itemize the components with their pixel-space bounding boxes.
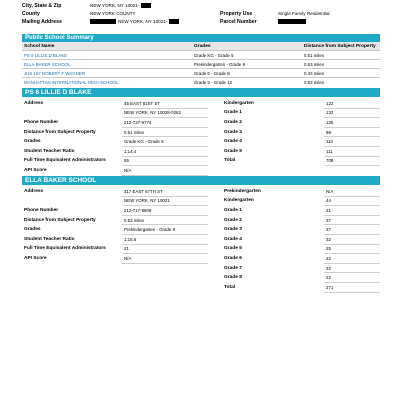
- header-county-value: NEW YORK COUNTY: [90, 11, 136, 16]
- field-label: Grades: [24, 227, 41, 233]
- grade-label: Kindergarten: [224, 198, 254, 204]
- grade-label: Grade 2: [224, 119, 242, 125]
- grade-value: 111: [324, 146, 380, 156]
- field-value: 212-737-9774: [122, 118, 208, 128]
- table-row: [22, 78, 380, 87]
- header-property-use-label: Property Use: [220, 11, 253, 17]
- redaction-box: [278, 19, 306, 24]
- grade-value: 110: [324, 137, 380, 147]
- field-value: Grade KG - Grade 5: [122, 137, 208, 147]
- table-cell: Grade 9 - Grade 12: [192, 78, 302, 87]
- field-label: [22, 196, 122, 206]
- grade-value: 135: [324, 118, 380, 128]
- grade-value: 22: [324, 263, 380, 273]
- table-cell: Prekindergarten - Grade 8: [192, 60, 302, 69]
- table-row: [22, 263, 380, 273]
- school-link[interactable]: PS 6 LILLIE D BLAKE: [22, 51, 192, 60]
- table-row: [22, 196, 380, 206]
- grade-label: Grade 1: [224, 110, 242, 116]
- table-cell: 0.53 miles: [302, 78, 380, 87]
- field-label: Phone Number: [24, 207, 59, 213]
- school-link[interactable]: JHS 167 ROBERT F WAGNER: [22, 69, 192, 78]
- school2-title-bar: ELLA BAKER SCHOOL: [22, 176, 380, 185]
- grade-value: 708: [324, 156, 380, 166]
- field-label: Student Teacher Ratio: [24, 148, 75, 154]
- grade-value: 32: [324, 234, 380, 244]
- header-city-label: City, State & Zip: [22, 3, 62, 9]
- field-value: 317 EAST 67TH ST: [122, 187, 208, 196]
- grade-label: Kindergarten: [224, 101, 254, 107]
- field-value: 1:15.6: [122, 234, 208, 244]
- summary-header-distance: Distance from Subject Property: [302, 42, 380, 51]
- table-row: [22, 51, 380, 60]
- grade-label: Grade 3: [224, 129, 242, 135]
- table-row: [22, 206, 380, 216]
- grade-value: 122: [324, 99, 380, 108]
- table-cell: 0.43 miles: [302, 69, 380, 78]
- redaction-box: [141, 3, 151, 8]
- field-label: Grades: [24, 139, 41, 145]
- table-row: [22, 69, 380, 78]
- grade-value: 37: [324, 215, 380, 225]
- school2-table: [22, 187, 380, 293]
- table-row: [22, 99, 380, 108]
- grade-value: 31: [324, 206, 380, 216]
- grade-label: Total: [224, 284, 236, 290]
- field-label: [22, 108, 122, 118]
- grade-value: 37: [324, 225, 380, 235]
- header-county-label: County: [22, 11, 40, 17]
- field-value: 45 EAST 81ST ST: [122, 99, 208, 108]
- table-row: [22, 215, 380, 225]
- grade-label: Grade 5: [224, 148, 242, 154]
- header-mailing-label: Mailing Address: [22, 19, 62, 25]
- table-row: [22, 127, 380, 137]
- header-mailing-value: NEW YORK, NY 10021-: [118, 19, 168, 24]
- table-row: [22, 156, 380, 166]
- school-link[interactable]: MANHATTAN INTERNATIONAL HIGH SCHOOL: [22, 78, 192, 87]
- field-label: Phone Number: [24, 119, 59, 125]
- field-label: Full Time Equivalent Administrators: [24, 246, 106, 252]
- redaction-box: [90, 19, 116, 24]
- table-row: [22, 108, 380, 118]
- field-label: API Score: [24, 255, 47, 261]
- grade-value: 132: [324, 108, 380, 118]
- grade-label: Prekindergarten: [224, 189, 261, 195]
- grade-label: Grade 6: [224, 255, 242, 261]
- grade-label: Grade 5: [224, 246, 242, 252]
- table-cell: 0.53 miles: [302, 60, 380, 69]
- redaction-box: [169, 19, 179, 24]
- grade-value: 22: [324, 254, 380, 264]
- field-value: 212-717-8809: [122, 206, 208, 216]
- table-row: [22, 118, 380, 128]
- grade-label: Total: [224, 158, 236, 164]
- table-row: [22, 60, 380, 69]
- header-parcel-label: Parcel Number: [220, 19, 257, 25]
- field-value: NEW YORK, NY 10021: [122, 196, 208, 206]
- field-value: Prekindergarten - Grade 8: [122, 225, 208, 235]
- field-value: 21: [122, 244, 208, 254]
- grade-label: Grade 4: [224, 139, 242, 145]
- field-value: N/A: [122, 254, 208, 264]
- grade-value: N/A: [324, 187, 380, 196]
- header-city-value: NEW YORK, NY 10021-: [90, 3, 140, 8]
- table-row: [22, 282, 380, 292]
- field-value: 0.51 miles: [122, 127, 208, 137]
- table-row: [22, 273, 380, 283]
- field-label: Address: [24, 189, 44, 195]
- table-row: [22, 146, 380, 156]
- table-cell: Grade 6 - Grade 8: [192, 69, 302, 78]
- grade-label: Grade 7: [224, 265, 242, 271]
- grade-value: 25: [324, 244, 380, 254]
- field-value: NEW YORK, NY 10028-0262: [122, 108, 208, 118]
- grade-value: 22: [324, 273, 380, 283]
- field-label: Student Teacher Ratio: [24, 236, 75, 242]
- table-row: [22, 244, 380, 254]
- grade-label: Grade 1: [224, 207, 242, 213]
- header-property-use-value: Single Family Residential: [278, 11, 330, 16]
- summary-header-school: School Name: [22, 42, 192, 51]
- table-row: [22, 187, 380, 196]
- table-cell: 0.51 miles: [302, 51, 380, 60]
- field-value: 55: [122, 156, 208, 166]
- school1-title-bar: PS 6 LILLIE D BLAKE: [22, 88, 380, 97]
- field-label: Address: [24, 101, 44, 107]
- grade-label: Grade 2: [224, 217, 242, 223]
- school-link[interactable]: ELLA BAKER SCHOOL: [22, 60, 192, 69]
- field-value: N/A: [122, 166, 208, 176]
- table-row: [22, 166, 380, 176]
- school1-table: [22, 99, 380, 176]
- summary-title-bar: Public School Summary: [22, 34, 380, 42]
- field-label: Full Time Equivalent Administrators: [24, 158, 106, 164]
- summary-header-grades: Grades: [192, 42, 302, 51]
- table-row: [22, 254, 380, 264]
- field-label: API Score: [24, 167, 47, 173]
- grade-label: Grade 3: [224, 227, 242, 233]
- table-row: [22, 137, 380, 147]
- field-label: Distance from Subject Property: [24, 217, 96, 223]
- grade-value: 44: [324, 196, 380, 206]
- field-value: 1:14.4: [122, 146, 208, 156]
- summary-table: [22, 42, 380, 86]
- grade-value: 271: [324, 282, 380, 292]
- grade-value: 98: [324, 127, 380, 137]
- grade-label: Grade 8: [224, 275, 242, 281]
- field-value: 0.53 miles: [122, 215, 208, 225]
- table-row: [22, 225, 380, 235]
- field-label: Distance from Subject Property: [24, 129, 96, 135]
- table-cell: Grade KG - Grade 5: [192, 51, 302, 60]
- grade-label: Grade 4: [224, 236, 242, 242]
- table-row: [22, 234, 380, 244]
